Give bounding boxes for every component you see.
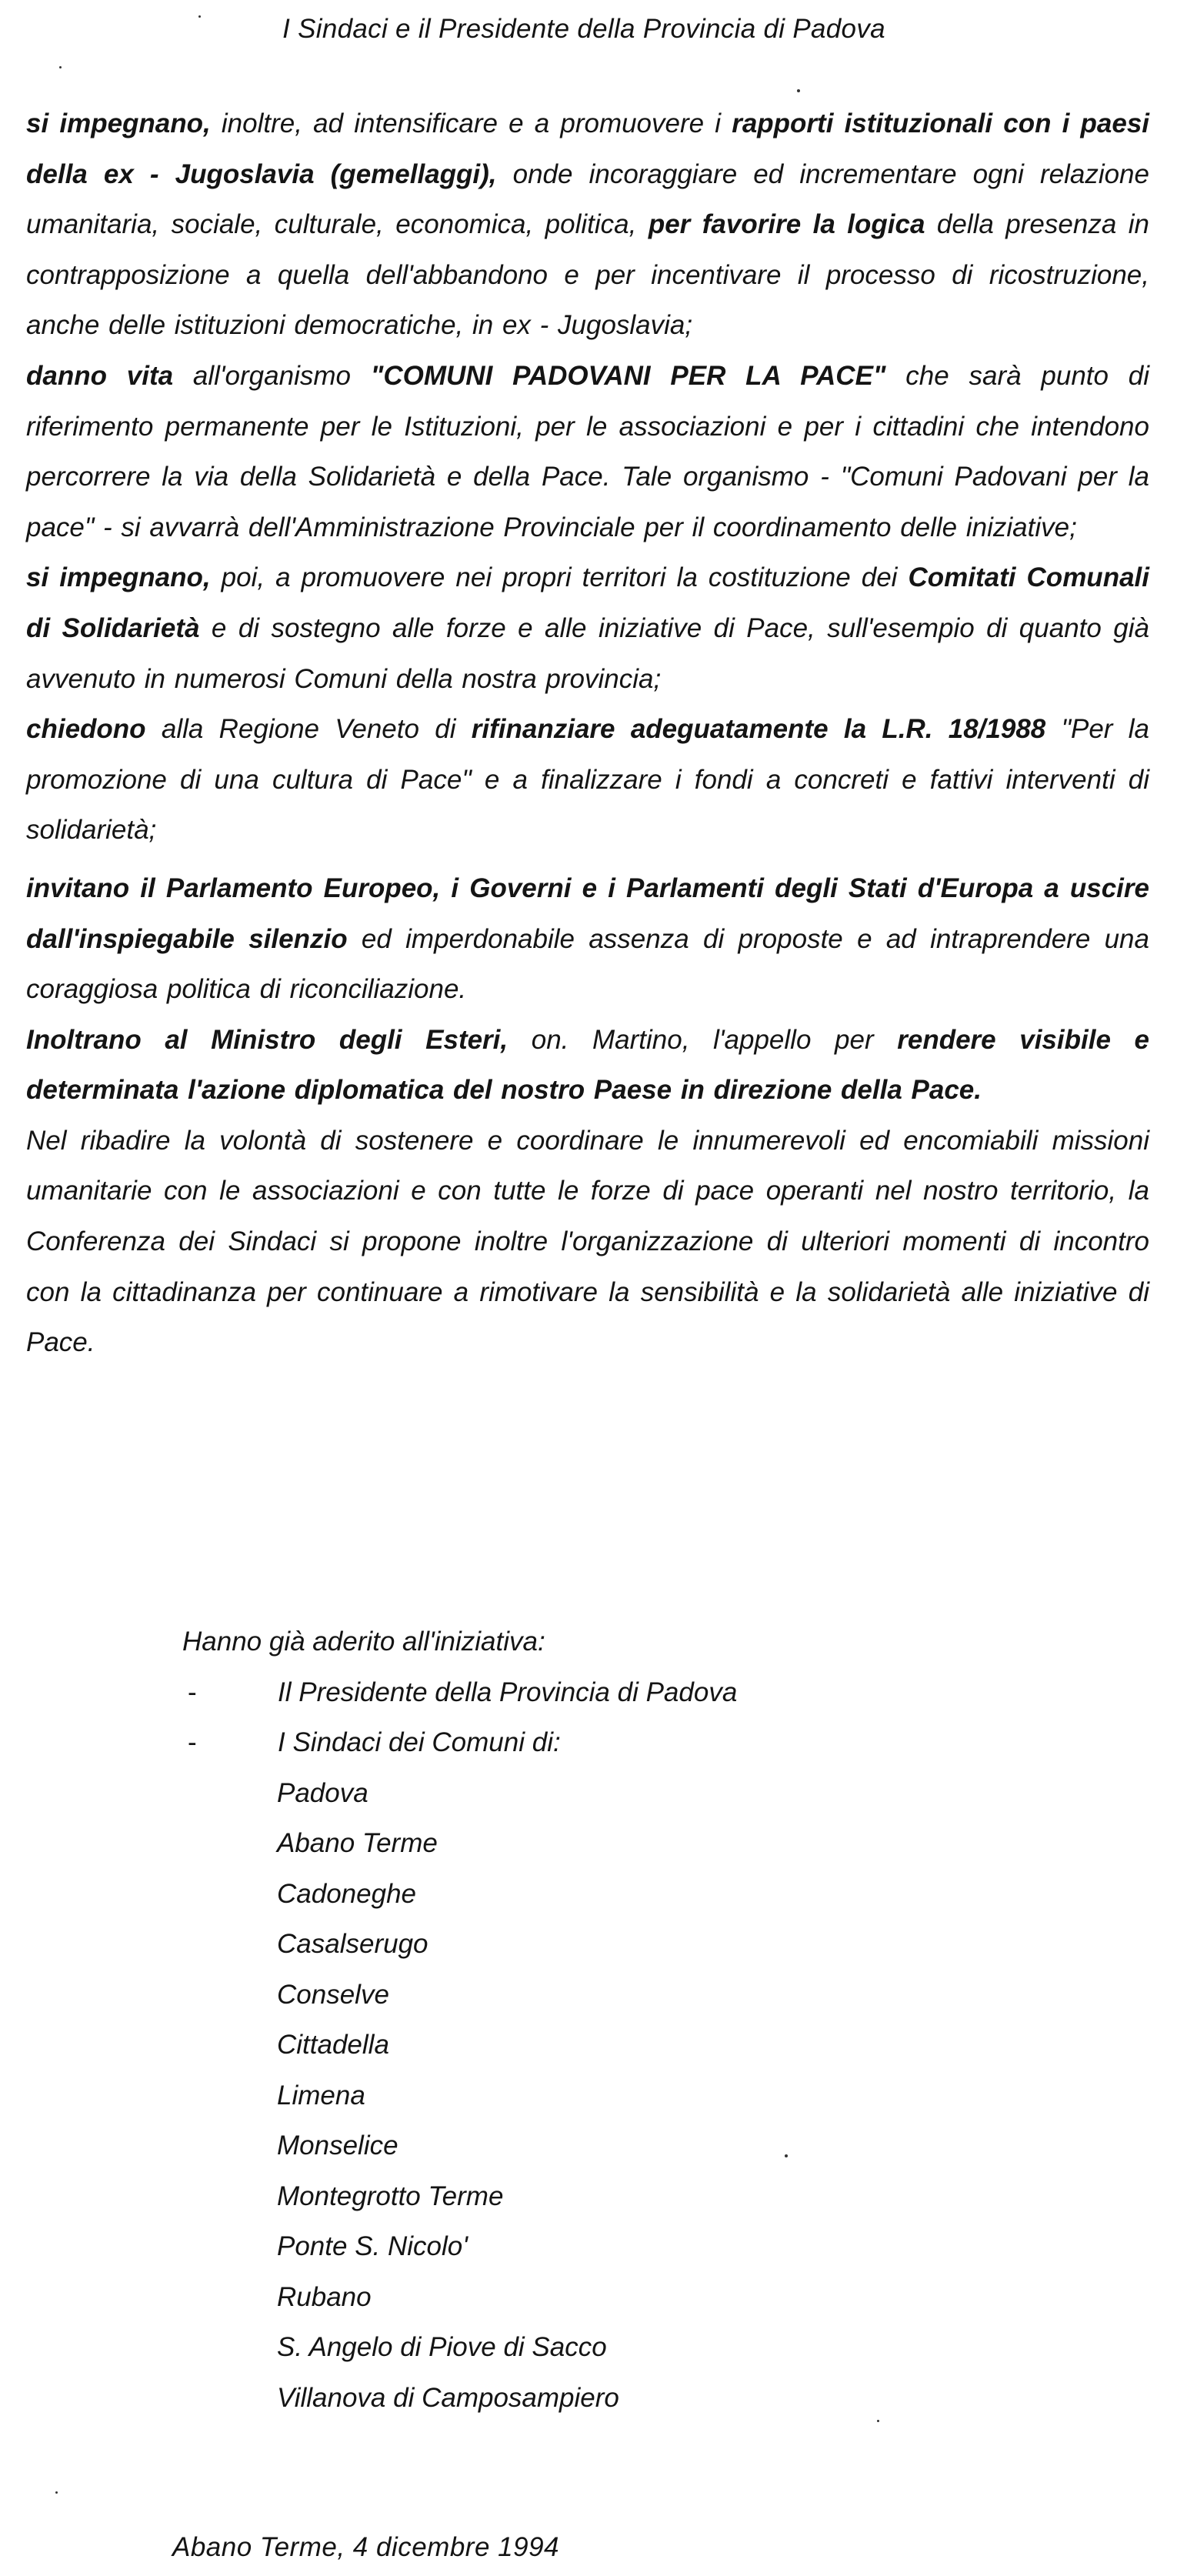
emphasized-text: rendere visibile e determinata l'azione diplomatica del nostro Paese in direzione della Pace. xyxy=(26,1024,1149,1106)
paragraph-text: alla Regione Veneto di xyxy=(145,714,472,745)
resolution-body xyxy=(26,98,1149,1368)
emphasized-text: "COMUNI PADOVANI PER LA PACE" xyxy=(370,360,886,391)
scan-speck xyxy=(797,89,800,92)
town-item: Ponte S. Nicolo' xyxy=(277,2231,468,2261)
paragraph-text: ed imperdonabile assenza di proposte e ad intraprendere una coraggiosa politica di riconciliazione. xyxy=(26,923,1149,1005)
paragraph-text: inoltre, ad intensificare e a promuovere i xyxy=(210,108,732,138)
town-item: Casalserugo xyxy=(277,1929,428,1959)
resolution-paragraph xyxy=(26,351,1149,552)
paragraph-text: Nel ribadire la volontà di sostenere e coordinare le innumerevoli ed encomiabili missioni umanitarie con le associazioni e con tutte le forze di pace operanti nel nostro territorio, la Conferenza dei Sindaci si propone inoltre l'organizzazione di ulteriori momenti di incontro con la cittadinanza per continuare a rimotivare la sensibilità e la solidarietà alle iniziative di Pace. xyxy=(26,1125,1149,1358)
town-item: Villanova di Camposampiero xyxy=(277,2382,619,2413)
paragraph-text: onde incoraggiare ed incrementare ogni relazione umanitaria, sociale, culturale, economica, politica, xyxy=(26,158,1149,240)
paragraph-text: che sarà punto di riferimento permanente per le Istituzioni, per le associazioni e per i cittadini che intendono percorrere la via della Solidarietà e della Pace. Tale organismo - "Comuni Padovani per la pace" - si avvarrà dell'Amministrazione Provinciale per il coordinamento delle iniziative; xyxy=(26,360,1149,542)
bullet-dash: - xyxy=(188,1727,197,1757)
scan-speck xyxy=(198,15,201,18)
adhesion-item-mayors xyxy=(26,1717,1149,1768)
paragraph-text: della presenza in contrapposizione a quella dell'abbandono e per incentivare il processo di ricostruzione, anche delle istituzioni democratiche, in ex - Jugoslavia; xyxy=(26,209,1149,341)
adhesion-section xyxy=(26,1617,1149,2423)
scan-speck xyxy=(55,2491,58,2494)
resolution-paragraph xyxy=(26,552,1149,704)
emphasized-text: rifinanziare adeguatamente la L.R. 18/1988 xyxy=(471,714,1046,745)
place-date: Abano Terme, 4 dicembre 1994 xyxy=(172,2532,560,2562)
paragraph-text: "Per la promozione di una cultura di Pace" e a finalizzare i fondi a concreti e fattivi interventi di solidarietà; xyxy=(26,714,1149,846)
emphasized-text: con i paesi della ex - Jugoslavia (gemellaggi), xyxy=(26,108,1150,189)
town-item: Cadoneghe xyxy=(277,1878,416,1909)
resolution-paragraph xyxy=(26,1116,1149,1368)
resolution-paragraph xyxy=(26,704,1149,856)
document-header xyxy=(0,6,1177,52)
emphasized-text: Comitati Comunali di Solidarietà xyxy=(26,562,1149,643)
emphasized-text: Inoltrano al Ministro degli Esteri, xyxy=(26,1024,508,1055)
bullet-dash: - xyxy=(188,1677,197,1707)
town-item: Rubano xyxy=(277,2281,372,2312)
adhesion-item-president xyxy=(26,1667,1149,1718)
paragraph-text: on. Martino, l'appello per xyxy=(508,1024,898,1055)
town-item: Cittadella xyxy=(277,2030,389,2060)
scan-speck xyxy=(59,66,62,68)
town-item: Montegrotto Terme xyxy=(277,2181,504,2211)
emphasized-text: si impegnano, xyxy=(26,108,211,138)
paragraph-text: e di sostegno alle forze e alle iniziative di Pace, sull'esempio di quanto già avvenuto in numerosi Comuni della nostra provincia; xyxy=(26,612,1149,694)
paragraph-text: all'organismo xyxy=(173,360,371,391)
adhesion-intro: Hanno già aderito all'iniziativa: xyxy=(182,1627,545,1657)
emphasized-text: chiedono xyxy=(26,714,146,745)
paragraph-text: poi, a promuovere nei propri territori la costituzione dei xyxy=(210,562,909,593)
resolution-paragraph xyxy=(26,1015,1149,1116)
emphasized-text: si impegnano, xyxy=(26,562,211,593)
emphasized-text: danno vita xyxy=(26,360,174,391)
town-item: Padova xyxy=(277,1777,368,1808)
town-item: Monselice xyxy=(277,2131,398,2161)
town-item: Limena xyxy=(277,2080,365,2111)
resolution-paragraph xyxy=(26,98,1149,351)
emphasized-text: per favorire la logica xyxy=(648,209,925,240)
president-label: Il Presidente della Provincia di Padova xyxy=(278,1677,738,1707)
mayors-label: I Sindaci dei Comuni di: xyxy=(278,1727,561,1757)
resolution-paragraph xyxy=(26,863,1149,1015)
scan-speck xyxy=(877,2420,879,2422)
scan-speck xyxy=(785,2154,788,2157)
town-item: Conselve xyxy=(277,1979,389,2010)
emphasized-text: invitano il Parlamento Europeo, i Governi e i Parlamenti degli Stati d'Europa a uscire dall'inspiegabile silenzio xyxy=(26,873,1149,954)
emphasized-text: rapporti istituzionali xyxy=(732,108,993,138)
town-item: S. Angelo di Piove di Sacco xyxy=(277,2332,607,2362)
town-list xyxy=(277,1768,1149,2424)
town-item: Abano Terme xyxy=(277,1828,438,1858)
document-title: I Sindaci e il Presidente della Provincia di Padova xyxy=(282,14,885,44)
